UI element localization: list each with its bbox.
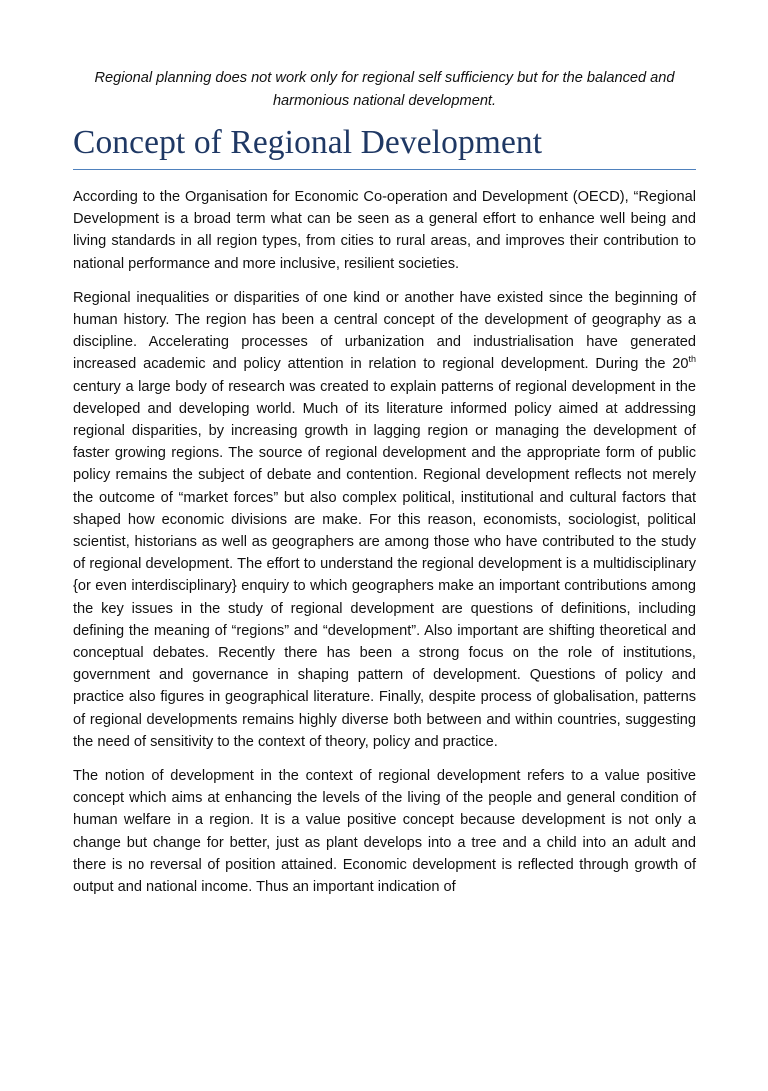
- superscript-ordinal: th: [688, 354, 696, 365]
- paragraph-text-part: century a large body of research was created to explain patterns of regional development in the developed and developing world. Much of its literature informed policy aimed at addressing regional disparities, by increasing growth in lagging region or managing the development of faster growing regions. The source of regional development and the appropriate form of public policy remains the subject of debate and contention. Regional development reflects not merely the outcome of “market forces” but also complex political, institutional and cultural factors that shaped how economic divisions are make. For this reason, economists, sociologist, political scientist, historians as well as geographers are among those who have contributed to the study of regional development. The effort to understand the regional development is a multidisciplinary {or even interdisciplinary} enquiry to which geographers make an important contributions among the key issues in the study of regional development are questions of definitions, including defining the meaning of “regions” and “development”. Also important are shifting theoretical and conceptual debates. Recently there has been a strong focus on the role of institutions, government and governance in shaping pattern of development. Questions of policy and practice also figures in geographical literature. Finally, despite process of globalisation, patterns of regional developments remains highly diverse both between and within countries, suggesting the need of sensitivity to the context of theory, policy and practice.: [73, 378, 696, 750]
- paragraph-oecd-definition: According to the Organisation for Economic Co-operation and Development (OECD), “Regional Development is a broad term what can be seen as a general effort to enhance well being and living standards in all region types, from cities to rural areas, and improves their contribution to national performance and more inclusive, resilient societies.: [73, 189, 696, 272]
- document-page: [0, 67, 768, 1091]
- page-title: Concept of Regional Development: [73, 122, 696, 170]
- paragraph-notion-of-development: The notion of development in the context of regional development refers to a value positive concept which aims at enhancing the levels of the living of the people and general condition of human welfare in a region. It is a value positive concept because development is not only a change but change for better, just as plant develops into a tree and a child into an adult and there is no reversal of position attained. Economic development is reflected through growth of output and national income. Thus an important indication of: [73, 768, 696, 896]
- intro-quote: Regional planning does not work only for regional self sufficiency but for the balanced and harmonious national development.: [94, 70, 675, 109]
- paragraph-regional-inequalities: [73, 287, 696, 753]
- paragraph-text-part: Regional inequalities or disparities of one kind or another have existed since the beginning of human history. The region has been a central concept of the development of geography as a discipline. Accelerating processes of urbanization and industrialisation have generated increased academic and policy attention in relation to regional development. During the 20: [73, 289, 696, 373]
